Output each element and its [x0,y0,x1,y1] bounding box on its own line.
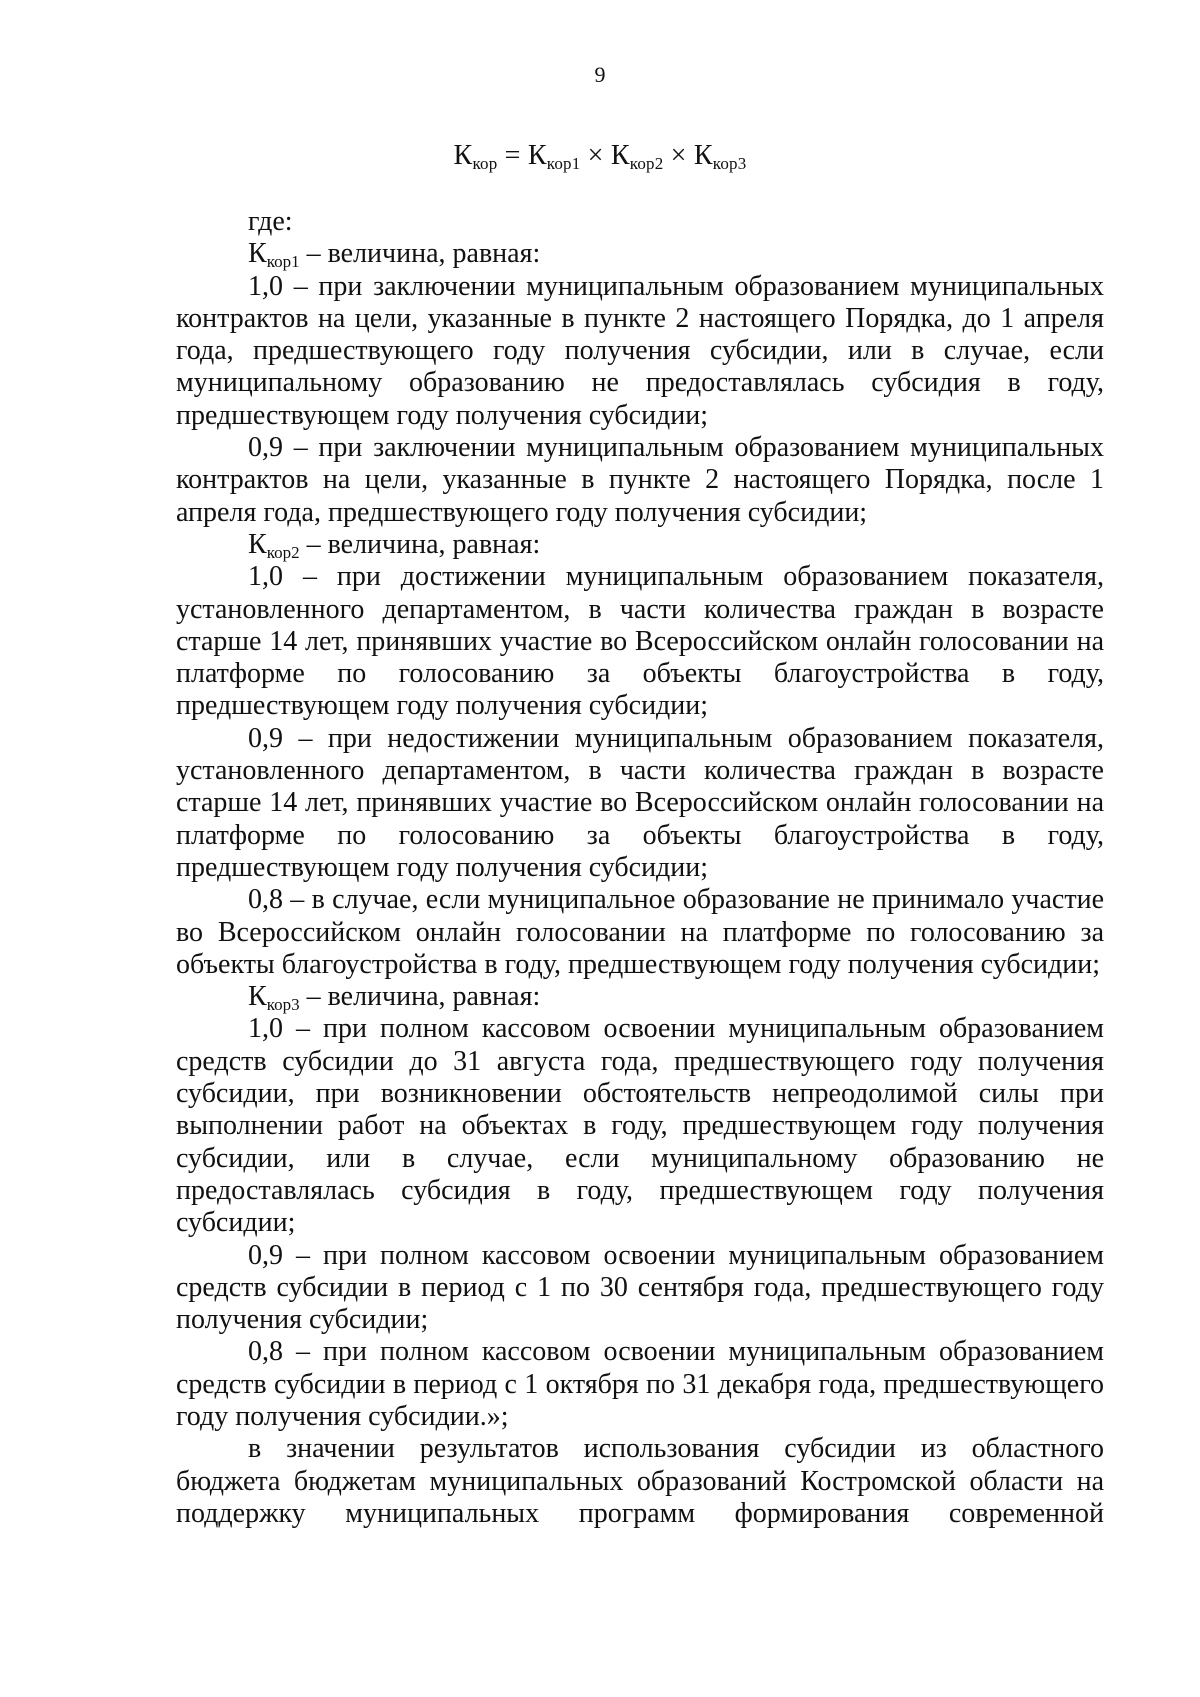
k3-value-1-0: 1,0 – при полном кассовом освоении муниципальным образованием средств субсидии до 31 августа года, предшествующего году получения субсидии, при возникновении обстоятельств непреодолимой силы при выполнении работ на объектах в году, предшествующем году получения субсидии, или в случае, если муниципальному образованию не предоставлялась субсидия в году, предшествующем году получения субсидии; [176,1013,1104,1239]
k2-value-1-0: 1,0 – при достижении муниципальным образованием показателя, установленного департаментом, в части количества граждан в возрасте старше 14 лет, принявших участие во Всероссийском онлайн голосовании на платформе по голосованию за объекты благоустройства в году, предшествующем году получения субсидии; [176,561,1104,722]
k1-value-0-9: 0,9 – при заключении муниципальным образованием муниципальных контрактов на цели, указанные в пункте 2 настоящего Порядка, после 1 апреля года, предшествующего году получения субсидии; [176,432,1104,528]
k2-value-0-9: 0,9 – при недостижении муниципальным образованием показателя, установленного департаментом, в части количества граждан в возрасте старше 14 лет, принявших участие во Всероссийском онлайн голосовании на платформе по голосованию за объекты благоустройства в году, предшествующем году получения субсидии; [176,722,1104,883]
formula-factor-2: $К_{кор2}$ [610,140,664,173]
formula-lhs: $К_{кор}$ [453,140,498,173]
k3-definition: $К_{кор3}$ – величина, равная: [248,981,541,1015]
results-paragraph: в значении результатов использования субсидии из областного бюджета бюджетам муниципальных образований Костромской области на поддержку муниципальных программ формирования современной [176,1433,1104,1529]
formula-factor-1: $К_{кор1}$ [527,140,581,173]
where-label: где: [248,206,293,237]
k3-value-0-8: 0,8 – при полном кассовом освоении муниципальным образованием средств субсидии в период с 1 октября по 31 декабря года, предшествующего году получения субсидии.»; [176,1336,1104,1432]
k2-definition: $К_{кор2}$ – величина, равная: [248,528,541,562]
formula-factor-3: $К_{кор3}$ [693,140,747,173]
k1-value-1-0: 1,0 – при заключении муниципальным образованием муниципальных контрактов на цели, указанные в пункте 2 настоящего Порядка, до 1 апреля года, предшествующего году получения субсидии, или в случае, если муниципальному образованию не предоставлялась субсидия в году, предшествующем году получения субсидии; [176,270,1104,431]
page-number: 9 [594,62,606,87]
k1-definition: $К_{кор1}$ – величина, равная: [248,238,541,272]
document-body [176,206,1104,1530]
k3-value-0-9: 0,9 – при полном кассовом освоении муниципальным образованием средств субсидии в период с 1 по 30 сентября года, предшествующего году получения субсидии; [176,1239,1104,1336]
k2-value-0-8: 0,8 – в случае, если муниципальное образование не принимало участие во Всероссийском онлайн голосовании на платформе по голосованию за объекты благоустройства в году, предшествующем году получения субсидии; [176,884,1104,980]
correction-coefficient-formula: $К_{кор} = К_{кор1} \times К_{кор2} \times К_{кор3}$ [453,140,747,173]
